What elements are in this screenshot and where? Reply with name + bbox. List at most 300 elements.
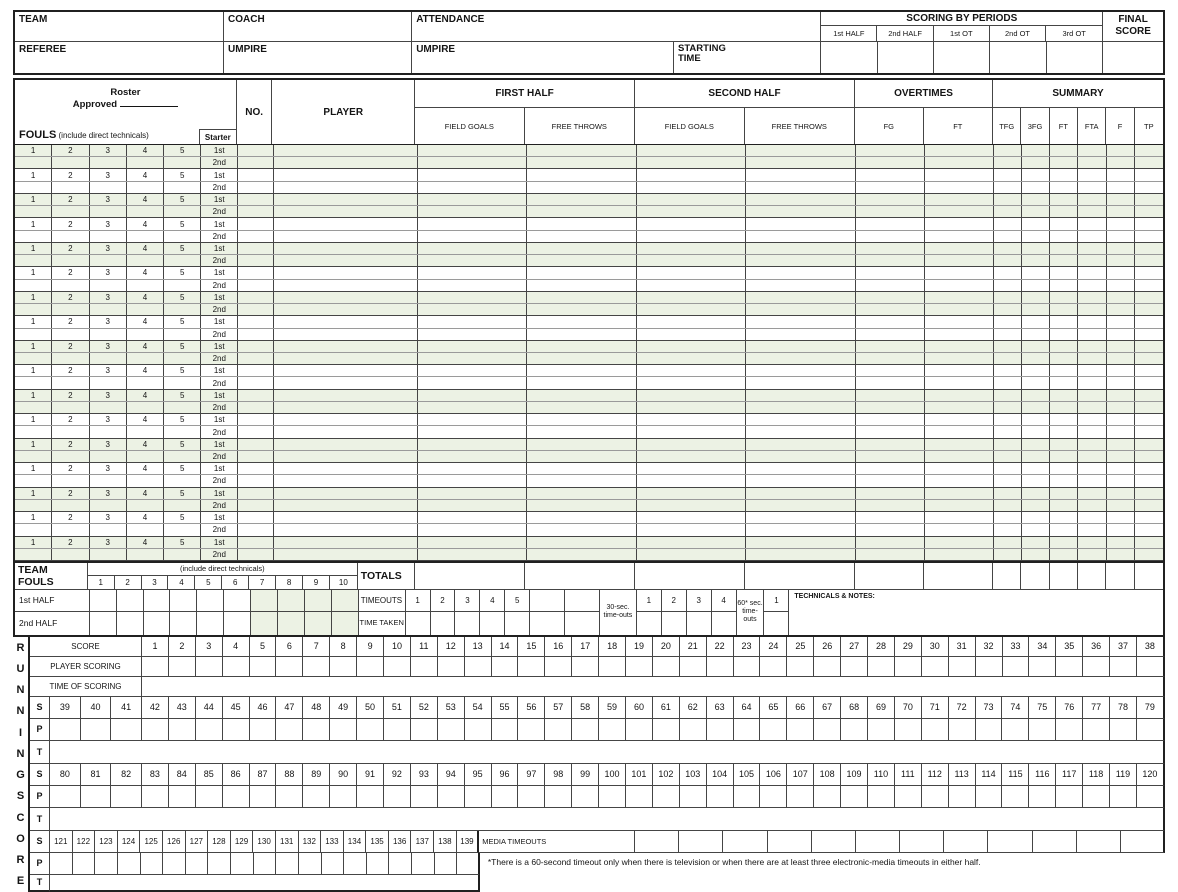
foul-cell[interactable]: 5	[164, 194, 201, 205]
overtime-ft-cell[interactable]	[925, 439, 994, 450]
summary-cell[interactable]	[1050, 524, 1078, 535]
running-score-cell[interactable]: 52	[411, 697, 438, 719]
summary-cell[interactable]	[1078, 341, 1106, 352]
running-score-cell[interactable]: 60	[626, 697, 653, 719]
foul-cell[interactable]: 3	[90, 537, 127, 548]
second-half-field-goals-cell[interactable]	[637, 341, 747, 352]
summary-cell[interactable]	[994, 304, 1022, 315]
second-half-field-goals-cell[interactable]	[637, 194, 747, 205]
summary-cell[interactable]	[1078, 169, 1106, 180]
player-name-cell[interactable]	[274, 377, 418, 388]
overtime-ft-cell[interactable]	[925, 218, 994, 229]
overtime-fg-cell[interactable]	[856, 145, 925, 156]
running-score-cell[interactable]: 57	[545, 697, 572, 719]
summary-cell[interactable]	[994, 182, 1022, 193]
summary-cell[interactable]	[1022, 537, 1050, 548]
foul-cell[interactable]	[52, 353, 89, 364]
player-scoring-cell[interactable]	[367, 853, 390, 875]
summary-cell[interactable]	[1135, 206, 1163, 217]
overtime-fg-cell[interactable]	[856, 500, 925, 511]
first-half-field-goals-cell[interactable]	[418, 316, 528, 327]
summary-cell[interactable]	[994, 512, 1022, 523]
summary-cell[interactable]	[1135, 353, 1163, 364]
first-half-free-throws-cell[interactable]	[527, 304, 637, 315]
summary-cell[interactable]	[1022, 206, 1050, 217]
player-scoring-cell[interactable]	[599, 786, 626, 808]
running-score-cell[interactable]: 59	[599, 697, 626, 719]
overtime-fg-cell[interactable]	[856, 512, 925, 523]
totals-cell[interactable]	[1021, 563, 1049, 589]
running-score-cell[interactable]: 32	[976, 637, 1003, 657]
foul-cell[interactable]	[90, 426, 127, 437]
first-half-free-throws-cell[interactable]	[527, 365, 637, 376]
summary-cell[interactable]	[1022, 218, 1050, 229]
player-number-cell[interactable]	[238, 145, 274, 156]
foul-cell[interactable]: 4	[127, 145, 164, 156]
running-score-cell[interactable]: 4	[223, 637, 250, 657]
summary-cell[interactable]	[1135, 402, 1163, 413]
running-score-cell[interactable]: 70	[895, 697, 922, 719]
player-scoring-cell[interactable]	[412, 853, 435, 875]
time-of-scoring-cell[interactable]	[50, 741, 1165, 764]
foul-cell[interactable]: 2	[52, 194, 89, 205]
player-scoring-cell[interactable]	[169, 719, 196, 741]
foul-cell[interactable]	[15, 377, 52, 388]
player-number-cell[interactable]	[238, 439, 274, 450]
timeout-blank-cell[interactable]	[565, 612, 599, 635]
player-scoring-cell[interactable]	[626, 657, 653, 677]
foul-cell[interactable]: 4	[127, 169, 164, 180]
running-score-cell[interactable]: 72	[949, 697, 976, 719]
summary-cell[interactable]	[1050, 255, 1078, 266]
summary-cell[interactable]	[1107, 537, 1135, 548]
player-number-cell[interactable]	[238, 280, 274, 291]
player-number-cell[interactable]	[238, 426, 274, 437]
running-score-cell[interactable]: 79	[1137, 697, 1165, 719]
summary-cell[interactable]	[994, 488, 1022, 499]
period-score-cell[interactable]	[934, 42, 990, 73]
foul-cell[interactable]: 1	[15, 218, 52, 229]
overtime-fg-cell[interactable]	[856, 353, 925, 364]
foul-cell[interactable]: 2	[52, 316, 89, 327]
summary-cell[interactable]	[1022, 414, 1050, 425]
overtime-fg-cell[interactable]	[856, 255, 925, 266]
running-score-cell[interactable]: 77	[1083, 697, 1110, 719]
summary-cell[interactable]	[1050, 316, 1078, 327]
overtime-ft-cell[interactable]	[925, 194, 994, 205]
foul-cell[interactable]: 1	[15, 512, 52, 523]
summary-cell[interactable]	[1050, 218, 1078, 229]
running-score-cell[interactable]: 54	[465, 697, 492, 719]
player-number-cell[interactable]	[238, 292, 274, 303]
summary-cell[interactable]	[1135, 500, 1163, 511]
second-half-free-throws-cell[interactable]	[746, 537, 856, 548]
summary-cell[interactable]	[1107, 267, 1135, 278]
second-half-field-goals-cell[interactable]	[637, 365, 747, 376]
player-name-cell[interactable]	[274, 426, 418, 437]
player-number-cell[interactable]	[238, 218, 274, 229]
foul-cell[interactable]	[164, 524, 201, 535]
overtime-fg-cell[interactable]	[856, 549, 925, 560]
team-foul-cell[interactable]	[332, 590, 358, 612]
player-number-cell[interactable]	[238, 353, 274, 364]
player-name-cell[interactable]	[274, 390, 418, 401]
first-half-free-throws-cell[interactable]	[527, 402, 637, 413]
running-score-cell[interactable]: 61	[653, 697, 680, 719]
summary-cell[interactable]	[1078, 231, 1106, 242]
running-score-cell[interactable]: 45	[223, 697, 250, 719]
running-score-cell[interactable]: 62	[680, 697, 707, 719]
summary-cell[interactable]	[1078, 451, 1106, 462]
summary-cell[interactable]	[1078, 157, 1106, 168]
first-half-free-throws-cell[interactable]	[527, 549, 637, 560]
player-scoring-cell[interactable]	[276, 657, 303, 677]
player-number-cell[interactable]	[238, 182, 274, 193]
team-foul-cell[interactable]	[197, 612, 223, 635]
running-score-cell[interactable]: 133	[321, 831, 344, 853]
summary-cell[interactable]	[1050, 390, 1078, 401]
running-score-cell[interactable]: 106	[760, 764, 787, 786]
running-score-cell[interactable]: 118	[1083, 764, 1110, 786]
foul-cell[interactable]: 3	[90, 316, 127, 327]
foul-cell[interactable]	[52, 549, 89, 560]
summary-cell[interactable]	[1135, 414, 1163, 425]
running-score-cell[interactable]: 68	[841, 697, 868, 719]
foul-cell[interactable]: 2	[52, 145, 89, 156]
first-half-free-throws-cell[interactable]	[527, 206, 637, 217]
totals-cell[interactable]	[993, 563, 1021, 589]
team-foul-cell[interactable]	[332, 612, 358, 635]
summary-cell[interactable]	[1078, 194, 1106, 205]
foul-cell[interactable]	[90, 206, 127, 217]
running-score-cell[interactable]: 44	[196, 697, 223, 719]
player-number-cell[interactable]	[238, 500, 274, 511]
foul-cell[interactable]: 2	[52, 267, 89, 278]
player-scoring-cell[interactable]	[814, 657, 841, 677]
foul-cell[interactable]	[15, 353, 52, 364]
running-score-cell[interactable]: 12	[438, 637, 465, 657]
overtime-fg-cell[interactable]	[856, 365, 925, 376]
foul-cell[interactable]	[15, 549, 52, 560]
player-scoring-cell[interactable]	[868, 786, 895, 808]
summary-cell[interactable]	[1078, 500, 1106, 511]
player-scoring-cell[interactable]	[492, 719, 519, 741]
player-name-cell[interactable]	[274, 365, 418, 376]
summary-cell[interactable]	[1022, 365, 1050, 376]
summary-cell[interactable]	[1022, 316, 1050, 327]
overtime-fg-cell[interactable]	[856, 267, 925, 278]
first-half-field-goals-cell[interactable]	[418, 206, 528, 217]
second-half-field-goals-cell[interactable]	[637, 243, 747, 254]
player-number-cell[interactable]	[238, 524, 274, 535]
first-half-field-goals-cell[interactable]	[418, 145, 528, 156]
summary-cell[interactable]	[1107, 157, 1135, 168]
summary-cell[interactable]	[1022, 243, 1050, 254]
summary-cell[interactable]	[1050, 365, 1078, 376]
foul-cell[interactable]: 2	[52, 512, 89, 523]
summary-cell[interactable]	[1022, 463, 1050, 474]
foul-cell[interactable]: 2	[52, 463, 89, 474]
player-scoring-cell[interactable]	[438, 786, 465, 808]
first-half-field-goals-cell[interactable]	[418, 231, 528, 242]
first-half-field-goals-cell[interactable]	[418, 169, 528, 180]
player-name-cell[interactable]	[274, 414, 418, 425]
second-half-field-goals-cell[interactable]	[637, 377, 747, 388]
foul-cell[interactable]	[127, 157, 164, 168]
running-score-cell[interactable]: 119	[1110, 764, 1137, 786]
overtime-ft-cell[interactable]	[925, 304, 994, 315]
summary-cell[interactable]	[1078, 512, 1106, 523]
foul-cell[interactable]: 4	[127, 537, 164, 548]
media-timeout-cell[interactable]	[856, 831, 900, 853]
running-score-cell[interactable]: 73	[976, 697, 1003, 719]
summary-cell[interactable]	[1135, 475, 1163, 486]
running-score-cell[interactable]: 130	[253, 831, 276, 853]
summary-cell[interactable]	[1135, 524, 1163, 535]
player-scoring-cell[interactable]	[841, 786, 868, 808]
summary-cell[interactable]	[1050, 488, 1078, 499]
first-half-field-goals-cell[interactable]	[418, 218, 528, 229]
running-score-cell[interactable]: 71	[922, 697, 949, 719]
foul-cell[interactable]	[127, 231, 164, 242]
summary-cell[interactable]	[1050, 243, 1078, 254]
first-half-field-goals-cell[interactable]	[418, 451, 528, 462]
foul-cell[interactable]	[52, 475, 89, 486]
overtime-fg-cell[interactable]	[856, 426, 925, 437]
overtime-fg-cell[interactable]	[856, 169, 925, 180]
overtime-ft-cell[interactable]	[925, 206, 994, 217]
player-scoring-cell[interactable]	[322, 853, 345, 875]
foul-cell[interactable]: 4	[127, 194, 164, 205]
player-scoring-cell[interactable]	[250, 786, 277, 808]
player-scoring-cell[interactable]	[330, 657, 357, 677]
running-score-cell[interactable]: 2	[169, 637, 196, 657]
foul-cell[interactable]: 4	[127, 292, 164, 303]
first-half-field-goals-cell[interactable]	[418, 304, 528, 315]
summary-cell[interactable]	[1078, 488, 1106, 499]
foul-cell[interactable]: 1	[15, 194, 52, 205]
first-half-field-goals-cell[interactable]	[418, 157, 528, 168]
summary-cell[interactable]	[1050, 377, 1078, 388]
overtime-ft-cell[interactable]	[925, 500, 994, 511]
player-scoring-cell[interactable]	[949, 719, 976, 741]
player-name-cell[interactable]	[274, 243, 418, 254]
foul-cell[interactable]: 4	[127, 488, 164, 499]
summary-cell[interactable]	[1107, 488, 1135, 499]
summary-cell[interactable]	[1022, 475, 1050, 486]
player-name-cell[interactable]	[274, 267, 418, 278]
running-score-cell[interactable]: 13	[465, 637, 492, 657]
summary-cell[interactable]	[1135, 231, 1163, 242]
foul-cell[interactable]	[127, 500, 164, 511]
foul-cell[interactable]: 5	[164, 414, 201, 425]
player-scoring-cell[interactable]	[1029, 719, 1056, 741]
running-score-cell[interactable]: 23	[734, 637, 761, 657]
first-half-field-goals-cell[interactable]	[418, 267, 528, 278]
player-number-cell[interactable]	[238, 414, 274, 425]
summary-cell[interactable]	[994, 537, 1022, 548]
overtime-fg-cell[interactable]	[856, 475, 925, 486]
foul-cell[interactable]: 5	[164, 439, 201, 450]
overtime-fg-cell[interactable]	[856, 524, 925, 535]
player-number-cell[interactable]	[238, 365, 274, 376]
running-score-cell[interactable]: 11	[411, 637, 438, 657]
first-half-field-goals-cell[interactable]	[418, 463, 528, 474]
foul-cell[interactable]: 3	[90, 341, 127, 352]
first-half-free-throws-cell[interactable]	[527, 280, 637, 291]
foul-cell[interactable]	[52, 451, 89, 462]
foul-cell[interactable]: 4	[127, 243, 164, 254]
foul-cell[interactable]: 5	[164, 292, 201, 303]
period-score-cell[interactable]	[1047, 42, 1103, 73]
foul-cell[interactable]	[164, 377, 201, 388]
running-score-cell[interactable]: 138	[434, 831, 457, 853]
running-score-cell[interactable]: 137	[411, 831, 434, 853]
player-scoring-cell[interactable]	[208, 853, 231, 875]
running-score-cell[interactable]: 81	[81, 764, 112, 786]
second-half-field-goals-cell[interactable]	[637, 353, 747, 364]
team-foul-cell[interactable]	[305, 612, 331, 635]
team-foul-cell[interactable]	[278, 612, 304, 635]
running-score-cell[interactable]: 37	[1110, 637, 1137, 657]
summary-cell[interactable]	[1022, 512, 1050, 523]
first-half-free-throws-cell[interactable]	[527, 439, 637, 450]
running-score-cell[interactable]: 49	[330, 697, 357, 719]
running-score-cell[interactable]: 64	[734, 697, 761, 719]
player-scoring-cell[interactable]	[186, 853, 209, 875]
second-half-field-goals-cell[interactable]	[637, 426, 747, 437]
second-half-free-throws-cell[interactable]	[746, 500, 856, 511]
player-scoring-cell[interactable]	[922, 786, 949, 808]
overtime-fg-cell[interactable]	[856, 157, 925, 168]
totals-cell[interactable]	[1135, 563, 1163, 589]
second-half-free-throws-cell[interactable]	[746, 255, 856, 266]
summary-cell[interactable]	[994, 414, 1022, 425]
player-scoring-cell[interactable]	[196, 657, 223, 677]
running-score-cell[interactable]: 53	[438, 697, 465, 719]
foul-cell[interactable]: 1	[15, 463, 52, 474]
sixty-sec-time-cell[interactable]	[764, 612, 788, 635]
running-score-cell[interactable]: 33	[1003, 637, 1030, 657]
summary-cell[interactable]	[1107, 194, 1135, 205]
summary-cell[interactable]	[1135, 377, 1163, 388]
first-half-field-goals-cell[interactable]	[418, 329, 528, 340]
first-half-free-throws-cell[interactable]	[527, 390, 637, 401]
player-scoring-cell[interactable]	[142, 719, 169, 741]
foul-cell[interactable]	[90, 402, 127, 413]
umpire1-field[interactable]	[224, 42, 412, 73]
player-scoring-cell[interactable]	[303, 719, 330, 741]
player-scoring-cell[interactable]	[81, 786, 112, 808]
first-half-free-throws-cell[interactable]	[527, 243, 637, 254]
foul-cell[interactable]: 5	[164, 218, 201, 229]
player-scoring-cell[interactable]	[384, 657, 411, 677]
running-score-cell[interactable]: 128	[208, 831, 231, 853]
player-scoring-cell[interactable]	[868, 657, 895, 677]
summary-cell[interactable]	[1135, 169, 1163, 180]
player-scoring-cell[interactable]	[1029, 786, 1056, 808]
player-scoring-cell[interactable]	[1003, 657, 1030, 677]
player-scoring-cell[interactable]	[949, 786, 976, 808]
second-half-field-goals-cell[interactable]	[637, 145, 747, 156]
summary-cell[interactable]	[1107, 182, 1135, 193]
player-scoring-cell[interactable]	[976, 657, 1003, 677]
team-foul-cell[interactable]	[197, 590, 223, 612]
foul-cell[interactable]: 5	[164, 145, 201, 156]
foul-cell[interactable]: 3	[90, 488, 127, 499]
media-timeout-cell[interactable]	[679, 831, 723, 853]
player-scoring-cell[interactable]	[81, 719, 112, 741]
foul-cell[interactable]	[164, 353, 201, 364]
first-half-free-throws-cell[interactable]	[527, 377, 637, 388]
overtime-fg-cell[interactable]	[856, 182, 925, 193]
foul-cell[interactable]: 2	[52, 414, 89, 425]
summary-cell[interactable]	[994, 243, 1022, 254]
totals-cell[interactable]	[635, 563, 745, 589]
player-scoring-cell[interactable]	[1002, 719, 1029, 741]
player-scoring-cell[interactable]	[787, 719, 814, 741]
overtime-ft-cell[interactable]	[925, 316, 994, 327]
team-field[interactable]	[15, 12, 224, 41]
summary-cell[interactable]	[1135, 267, 1163, 278]
second-half-field-goals-cell[interactable]	[637, 255, 747, 266]
summary-cell[interactable]	[1022, 353, 1050, 364]
player-scoring-cell[interactable]	[73, 853, 96, 875]
player-scoring-cell[interactable]	[787, 786, 814, 808]
foul-cell[interactable]	[164, 426, 201, 437]
second-half-free-throws-cell[interactable]	[746, 341, 856, 352]
player-scoring-cell[interactable]	[465, 786, 492, 808]
foul-cell[interactable]	[90, 304, 127, 315]
running-score-cell[interactable]: 113	[949, 764, 976, 786]
running-score-cell[interactable]: 51	[384, 697, 411, 719]
running-score-cell[interactable]: 74	[1002, 697, 1029, 719]
foul-cell[interactable]: 5	[164, 316, 201, 327]
timeout-blank-cell[interactable]	[565, 590, 599, 612]
summary-cell[interactable]	[1022, 329, 1050, 340]
foul-cell[interactable]	[52, 182, 89, 193]
running-score-cell[interactable]: 95	[465, 764, 492, 786]
running-score-cell[interactable]: 124	[118, 831, 141, 853]
player-scoring-cell[interactable]	[276, 786, 303, 808]
player-number-cell[interactable]	[238, 488, 274, 499]
first-half-field-goals-cell[interactable]	[418, 365, 528, 376]
summary-cell[interactable]	[1078, 255, 1106, 266]
overtime-ft-cell[interactable]	[925, 353, 994, 364]
first-half-field-goals-cell[interactable]	[418, 341, 528, 352]
running-score-cell[interactable]: 92	[384, 764, 411, 786]
running-score-cell[interactable]: 108	[814, 764, 841, 786]
overtime-fg-cell[interactable]	[856, 414, 925, 425]
running-score-cell[interactable]: 14	[492, 637, 519, 657]
first-half-field-goals-cell[interactable]	[418, 292, 528, 303]
player-number-cell[interactable]	[238, 463, 274, 474]
summary-cell[interactable]	[1107, 463, 1135, 474]
time-of-scoring-cell[interactable]	[50, 808, 1165, 831]
summary-cell[interactable]	[1050, 157, 1078, 168]
player-scoring-cell[interactable]	[196, 719, 223, 741]
player-scoring-cell[interactable]	[680, 786, 707, 808]
player-scoring-cell[interactable]	[50, 853, 73, 875]
player-scoring-cell[interactable]	[760, 786, 787, 808]
player-number-cell[interactable]	[238, 206, 274, 217]
summary-cell[interactable]	[1022, 390, 1050, 401]
foul-cell[interactable]	[90, 255, 127, 266]
running-score-cell[interactable]: 34	[1029, 637, 1056, 657]
timeout-time-cell[interactable]	[406, 612, 430, 635]
running-score-cell[interactable]: 41	[111, 697, 142, 719]
player-scoring-cell[interactable]	[142, 657, 169, 677]
